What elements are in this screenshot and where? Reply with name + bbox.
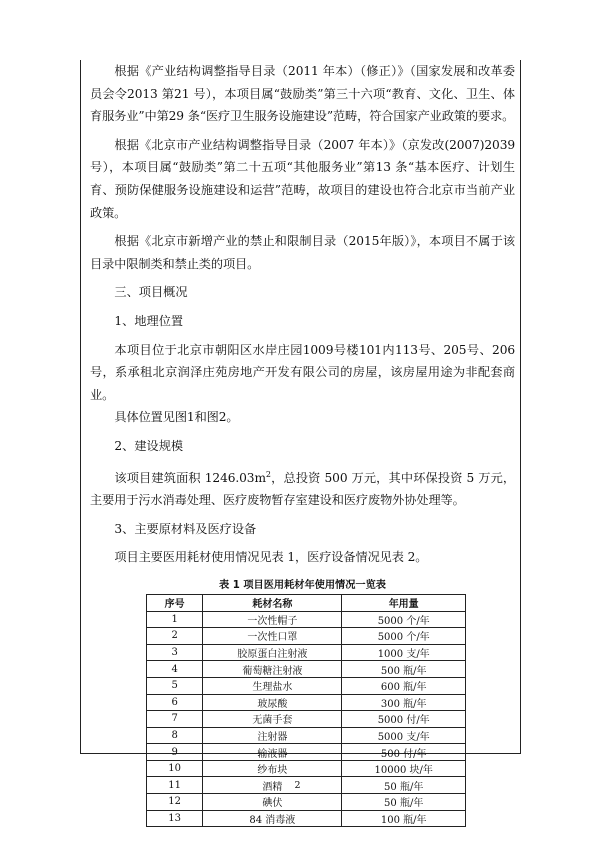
table-caption: 表 1 项目医用耗材年使用情况一览表	[219, 579, 386, 591]
table-header-row	[147, 594, 466, 611]
table-row	[147, 628, 466, 645]
paragraph-prohibited-catalog: 根据《北京市新增产业的禁止和限制目录（2015年版）》，本项目不属于该目录中限制类和禁止类的项目。	[90, 234, 515, 271]
cell-usage: 500 付/年	[342, 744, 466, 761]
table-row	[147, 677, 466, 694]
cell-index: 6	[147, 694, 203, 711]
cell-name: 一次性帽子	[203, 611, 342, 628]
cell-name: 玻尿酸	[203, 694, 342, 711]
cell-usage: 5000 个/年	[342, 628, 466, 645]
cell-index: 8	[147, 727, 203, 744]
cell-name: 生理盐水	[203, 677, 342, 694]
content-area	[90, 60, 515, 827]
cell-name: 84 消毒液	[203, 810, 342, 827]
cell-index: 3	[147, 644, 203, 661]
header-index: 序号	[147, 594, 203, 611]
cell-name: 酒精	[203, 777, 342, 794]
heading-materials: 3、主要原材料及医疗设备	[114, 521, 257, 536]
cell-usage: 1000 支/年	[342, 644, 466, 661]
cell-name: 无菌手套	[203, 711, 342, 728]
cell-index: 1	[147, 611, 203, 628]
cell-index: 13	[147, 810, 203, 827]
cell-index: 7	[147, 711, 203, 728]
cell-usage: 50 瓶/年	[342, 777, 466, 794]
header-annual-usage: 年用量	[342, 594, 466, 611]
cell-name: 纱布块	[203, 760, 342, 777]
cell-usage: 50 瓶/年	[342, 794, 466, 811]
cell-name: 一次性口罩	[203, 628, 342, 645]
cell-usage: 300 瓶/年	[342, 694, 466, 711]
table-row	[147, 727, 466, 744]
scale-superscript: 2	[265, 469, 271, 479]
page-number: 2	[294, 780, 301, 791]
table-row	[147, 661, 466, 678]
consumables-table	[146, 594, 466, 827]
table-row	[147, 760, 466, 777]
heading-project-overview: 三、项目概况	[114, 285, 188, 300]
cell-index: 5	[147, 677, 203, 694]
table-row	[147, 611, 466, 628]
paragraph-materials: 项目主要医用耗材使用情况见表 1，医疗设备情况见表 2。	[114, 550, 428, 565]
scale-text-b: ，总投资 500 万元，其中环保投资 5 万元，主要用于污水消毒处理、医疗废物暂存室建设和医疗废物外协处理等。	[90, 470, 515, 508]
table-row	[147, 810, 466, 827]
table-row	[147, 694, 466, 711]
cell-index: 4	[147, 661, 203, 678]
cell-index: 11	[147, 777, 203, 794]
cell-name: 葡萄糖注射液	[203, 661, 342, 678]
table-row	[147, 794, 466, 811]
paragraph-location-figures: 具体位置见图1和图2。	[114, 410, 239, 425]
paragraph-industry-policy-beijing: 根据《北京市产业结构调整指导目录（2007 年本）》（京发改(2007)2039 号），本项目属“鼓励类”第二十五项“其他服务业”第13 条“基本医疗、计划生育、预防保健服务设施建设和运营”范畴，故项目的建设也符合北京市当前产业政策。	[90, 137, 515, 220]
cell-name: 胶原蛋白注射液	[203, 644, 342, 661]
heading-construction-scale: 2、建设规模	[114, 438, 184, 453]
table-row	[147, 711, 466, 728]
cell-usage: 500 瓶/年	[342, 661, 466, 678]
page-frame	[80, 60, 521, 826]
cell-index: 9	[147, 744, 203, 761]
paragraph-industry-policy-national: 根据《产业结构调整指导目录（2011 年本）（修正）》（国家发展和改革委员会令2013 第21 号），本项目属“鼓励类”第三十六项“教育、文化、卫生、体育服务业”中第29 条“医疗卫生服务设施建设”范畴，符合国家产业政策的要求。	[90, 64, 515, 124]
cell-name: 注射器	[203, 727, 342, 744]
cell-usage: 10000 块/年	[342, 760, 466, 777]
paragraph-location: 本项目位于北京市朝阳区水岸庄园1009号楼101内113号、205号、206号，系承租北京润泽庄苑房地产开发有限公司的房屋，该房屋用途为非配套商业。	[90, 342, 515, 402]
paragraph-construction-scale	[90, 464, 515, 512]
cell-name: 输液器	[203, 744, 342, 761]
cell-usage: 100 瓶/年	[342, 810, 466, 827]
cell-usage: 600 瓶/年	[342, 677, 466, 694]
cell-usage: 5000 付/年	[342, 711, 466, 728]
cell-name: 碘伏	[203, 794, 342, 811]
cell-usage: 5000 支/年	[342, 727, 466, 744]
header-name: 耗材名称	[203, 594, 342, 611]
cell-usage: 5000 个/年	[342, 611, 466, 628]
cell-index: 12	[147, 794, 203, 811]
table-row	[147, 644, 466, 661]
table-row	[147, 744, 466, 761]
cell-index: 10	[147, 760, 203, 777]
heading-location: 1、地理位置	[114, 313, 184, 328]
scale-text-a: 该项目建筑面积 1246.03m	[114, 470, 266, 485]
cell-index: 2	[147, 628, 203, 645]
